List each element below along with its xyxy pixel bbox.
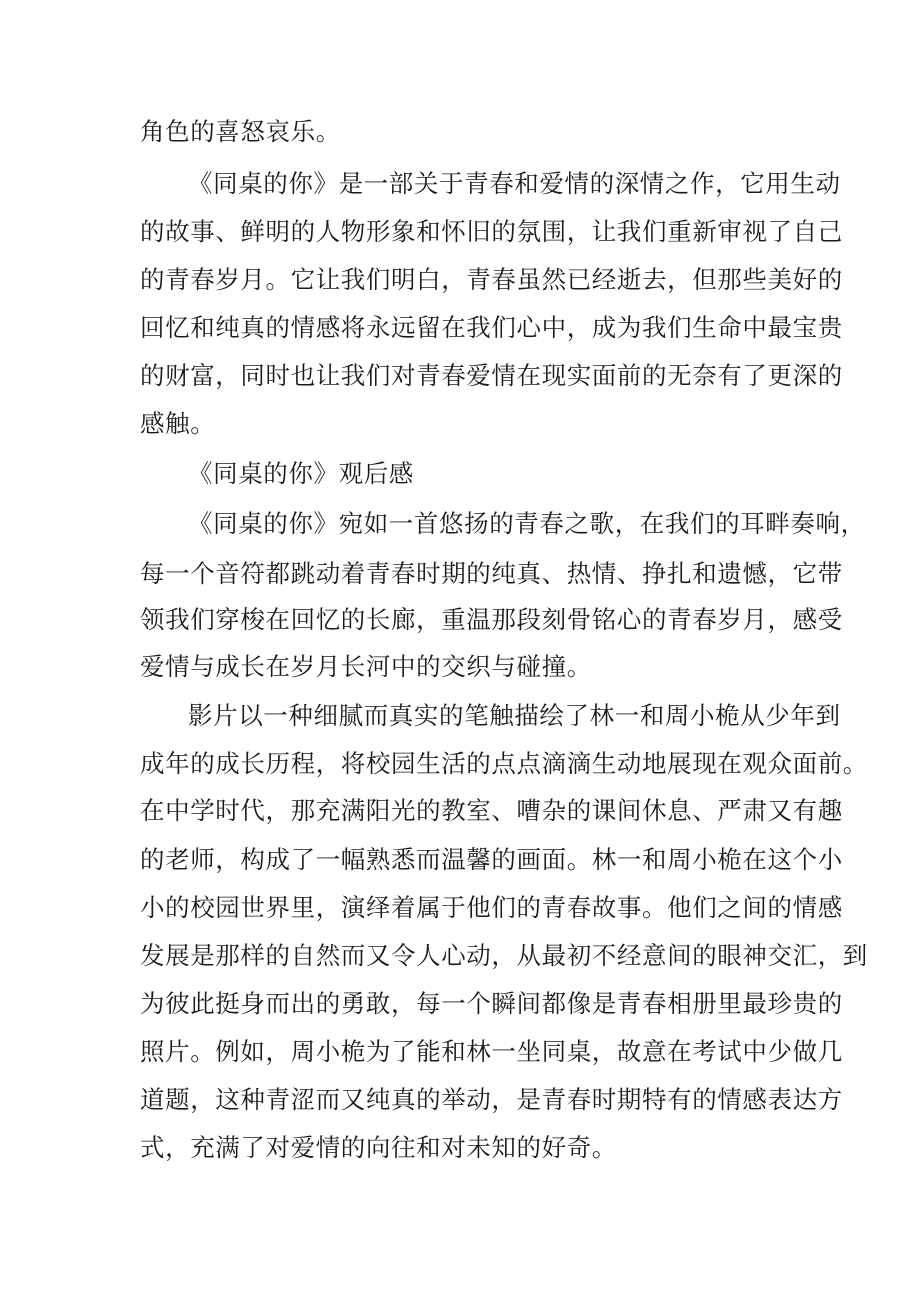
paragraph-start-line: 《同桌的你》宛如一首悠扬的青春之歌，在我们的耳畔奏响， xyxy=(188,509,866,538)
text-line: 的故事、鲜明的人物形象和怀旧的氛围，让我们重新审视了自己 xyxy=(140,217,843,246)
text-line: 的青春岁月。它让我们明白，青春虽然已经逝去，但那些美好的 xyxy=(140,265,843,294)
text-line: 感触。 xyxy=(140,409,216,438)
paragraph-start-line: 影片以一种细腻而真实的笔触描绘了林一和周小桅从少年到 xyxy=(188,701,841,730)
text-line: 领我们穿梭在回忆的长廊，重温那段刻骨铭心的青春岁月，感受 xyxy=(140,605,843,634)
text-line: 角色的喜怒哀乐。 xyxy=(140,117,341,146)
text-line: 成年的成长历程，将校园生活的点点滴滴生动地展现在观众面前。 xyxy=(140,749,868,778)
text-line: 发展是那样的自然而又令人心动，从最初不经意间的眼神交汇，到 xyxy=(140,941,868,970)
text-line: 的老师，构成了一幅熟悉而温馨的画面。林一和周小桅在这个小 xyxy=(140,845,843,874)
paragraph-start-line: 《同桌的你》是一部关于青春和爱情的深情之作，它用生动 xyxy=(188,169,841,198)
text-line: 每一个音符都跳动着青春时期的纯真、热情、挣扎和遗憾，它带 xyxy=(140,559,843,588)
text-line: 照片。例如，周小桅为了能和林一坐同桌，故意在考试中少做几 xyxy=(140,1037,843,1066)
text-line: 爱情与成长在岁月长河中的交织与碰撞。 xyxy=(140,652,592,681)
text-line: 回忆和纯真的情感将永远留在我们心中，成为我们生命中最宝贵 xyxy=(140,313,843,342)
text-line: 式，充满了对爱情的向往和对未知的好奇。 xyxy=(140,1133,617,1162)
text-line: 道题，这种青涩而又纯真的举动，是青春时期特有的情感表达方 xyxy=(140,1085,843,1114)
text-line: 的财富，同时也让我们对青春爱情在现实面前的无奈有了更深的 xyxy=(140,361,843,390)
text-line: 为彼此挺身而出的勇敢，每一个瞬间都像是青春相册里最珍贵的 xyxy=(140,989,843,1018)
text-line: 在中学时代，那充满阳光的教室、嘈杂的课间休息、严肃又有趣 xyxy=(140,796,843,825)
section-title: 《同桌的你》观后感 xyxy=(188,459,414,488)
text-line: 小的校园世界里，演绎着属于他们的青春故事。他们之间的情感 xyxy=(140,893,843,922)
